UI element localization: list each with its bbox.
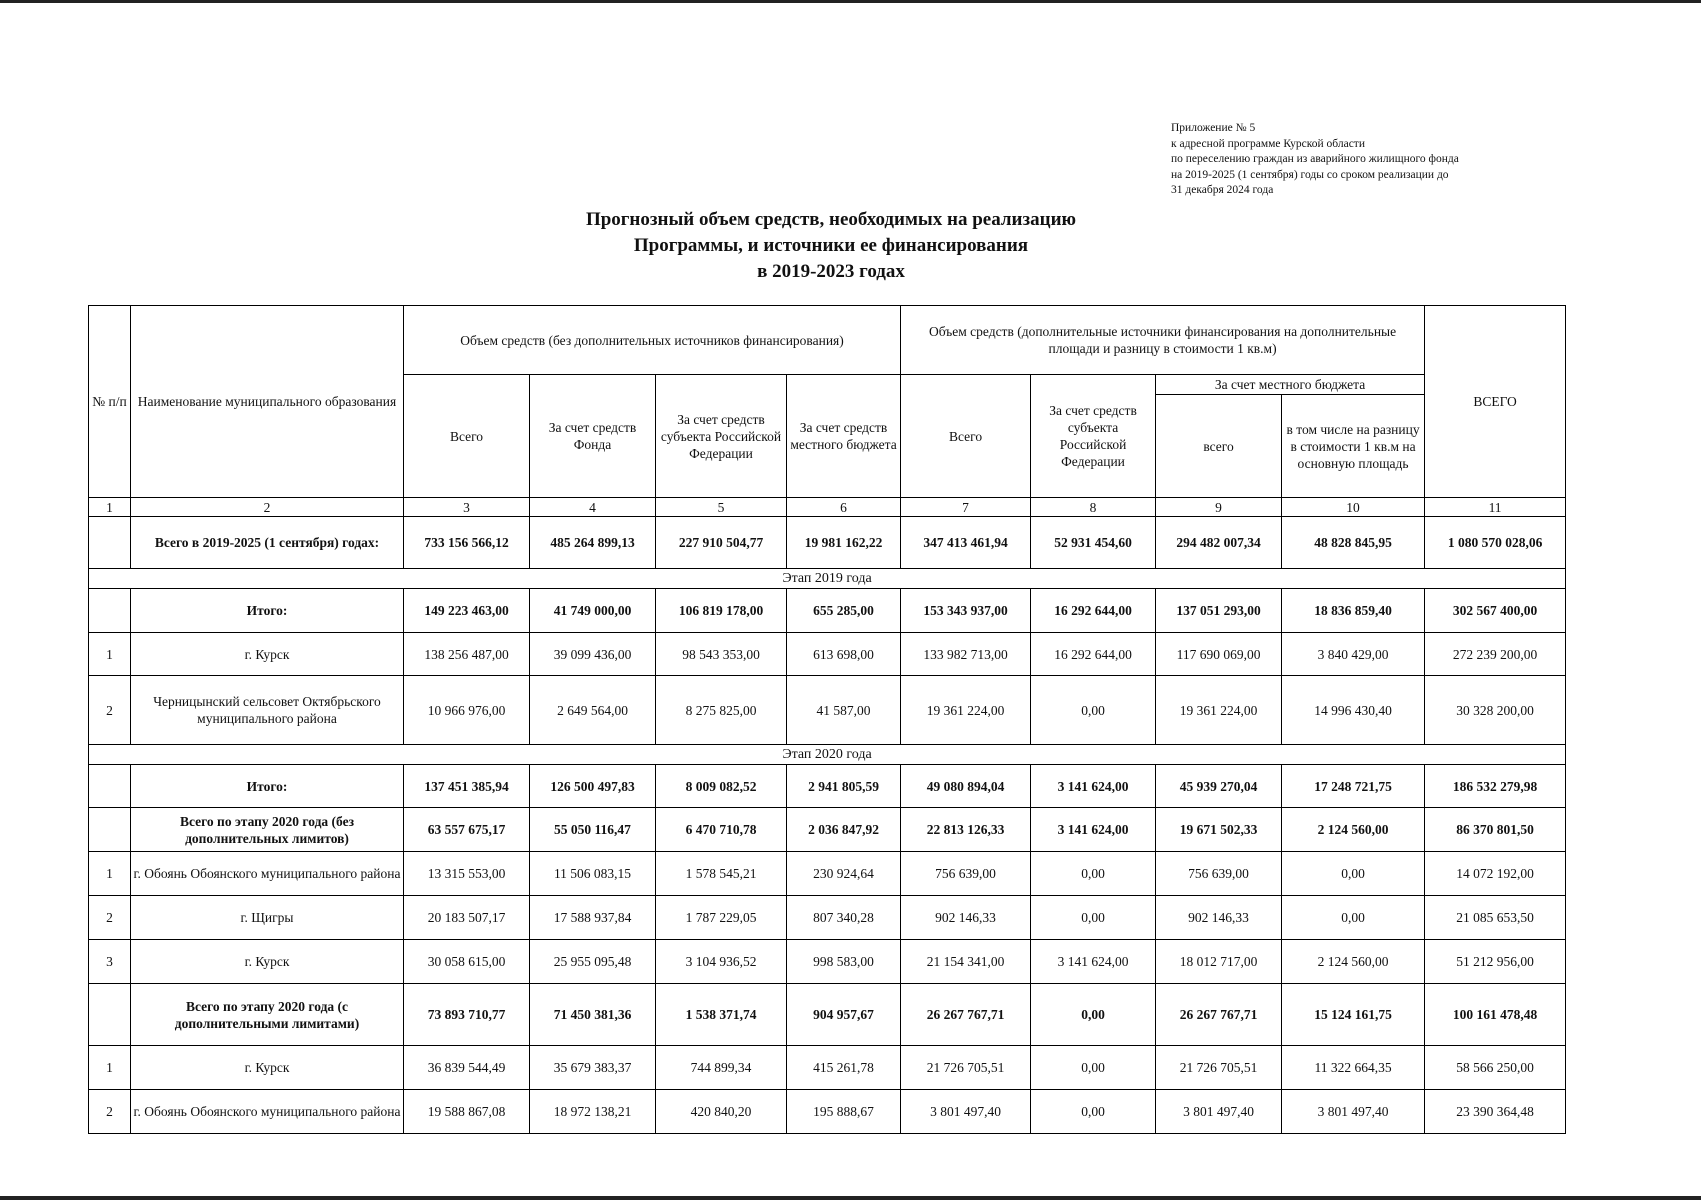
value-cell: 0,00 (1031, 852, 1156, 896)
stage-2019-row (89, 569, 1566, 589)
value-cell: 302 567 400,00 (1425, 589, 1566, 633)
value-cell: 0,00 (1031, 1090, 1156, 1134)
row-label: Всего по этапу 2020 года (без дополнительных лимитов) (131, 808, 404, 852)
value-cell: 998 583,00 (787, 940, 901, 984)
value-cell: 117 690 069,00 (1156, 633, 1282, 676)
value-cell: 0,00 (1282, 852, 1425, 896)
value-cell: 2 649 564,00 (530, 676, 656, 745)
value-cell: 71 450 381,36 (530, 984, 656, 1046)
value-cell: 35 679 383,37 (530, 1046, 656, 1090)
value-cell: 11 506 083,15 (530, 852, 656, 896)
value-cell: 186 532 279,98 (1425, 765, 1566, 808)
table-row (89, 633, 1566, 676)
title-line: в 2019-2023 годах (757, 261, 905, 282)
value-cell: 17 588 937,84 (530, 896, 656, 940)
stage-2019-total-row (89, 589, 1566, 633)
value-cell: 137 051 293,00 (1156, 589, 1282, 633)
value-cell: 63 557 675,17 (404, 808, 530, 852)
value-cell: 30 328 200,00 (1425, 676, 1566, 745)
appendix-line: по переселению граждан из аварийного жилищного фонда (1171, 153, 1459, 166)
row-label: г. Щигры (131, 896, 404, 940)
value-cell: 0,00 (1031, 984, 1156, 1046)
value-cell: 0,00 (1031, 1046, 1156, 1090)
column-number: 9 (1156, 498, 1282, 517)
value-cell: 3 141 624,00 (1031, 808, 1156, 852)
value-cell: 3 840 429,00 (1282, 633, 1425, 676)
value-cell: 14 072 192,00 (1425, 852, 1566, 896)
table-row (89, 940, 1566, 984)
row-label: Всего в 2019-2025 (1 сентября) годах: (131, 517, 404, 569)
value-cell: 21 726 705,51 (1156, 1046, 1282, 1090)
value-cell: 153 343 937,00 (901, 589, 1031, 633)
value-cell: 58 566 250,00 (1425, 1046, 1566, 1090)
financing-table (88, 305, 1566, 1134)
value-cell: 45 939 270,04 (1156, 765, 1282, 808)
document-title (400, 207, 1262, 285)
header-total: ВСЕГО (1425, 306, 1566, 498)
appendix-line: к адресной программе Курской области (1171, 137, 1365, 150)
value-cell: 8 009 082,52 (656, 765, 787, 808)
value-cell: 18 972 138,21 (530, 1090, 656, 1134)
value-cell: 6 470 710,78 (656, 808, 787, 852)
appendix-note (1171, 121, 1459, 199)
stage-2020-row (89, 745, 1566, 765)
value-cell: 756 639,00 (901, 852, 1031, 896)
value-cell: 19 361 224,00 (901, 676, 1031, 745)
column-number: 7 (901, 498, 1031, 517)
row-num: 1 (89, 852, 131, 896)
row-num (89, 765, 131, 808)
value-cell: 17 248 721,75 (1282, 765, 1425, 808)
row-num (89, 517, 131, 569)
value-cell: 904 957,67 (787, 984, 901, 1046)
column-number: 2 (131, 498, 404, 517)
column-number: 6 (787, 498, 901, 517)
value-cell: 19 981 162,22 (787, 517, 901, 569)
value-cell: 3 801 497,40 (901, 1090, 1031, 1134)
row-num: 2 (89, 676, 131, 745)
appendix-line: 31 декабря 2024 года (1171, 184, 1274, 197)
value-cell: 420 840,20 (656, 1090, 787, 1134)
header-col-7: Всего (901, 375, 1031, 498)
row-num (89, 808, 131, 852)
value-cell: 21 154 341,00 (901, 940, 1031, 984)
value-cell: 3 801 497,40 (1156, 1090, 1282, 1134)
value-cell: 294 482 007,34 (1156, 517, 1282, 569)
value-cell: 137 451 385,94 (404, 765, 530, 808)
value-cell: 14 996 430,40 (1282, 676, 1425, 745)
row-label: г. Курск (131, 1046, 404, 1090)
row-label: Итого: (131, 765, 404, 808)
row-label: Итого: (131, 589, 404, 633)
column-number: 8 (1031, 498, 1156, 517)
value-cell: 2 036 847,92 (787, 808, 901, 852)
column-numbers-row (89, 498, 1566, 517)
value-cell: 30 058 615,00 (404, 940, 530, 984)
grand-total-row (89, 517, 1566, 569)
value-cell: 13 315 553,00 (404, 852, 530, 896)
table-row (89, 896, 1566, 940)
column-number: 1 (89, 498, 131, 517)
value-cell: 347 413 461,94 (901, 517, 1031, 569)
value-cell: 52 931 454,60 (1031, 517, 1156, 569)
value-cell: 485 264 899,13 (530, 517, 656, 569)
value-cell: 2 941 805,59 (787, 765, 901, 808)
row-num: 1 (89, 633, 131, 676)
row-label: г. Обоянь Обоянского муниципального района (131, 1090, 404, 1134)
header-col-3: Всего (404, 375, 530, 498)
value-cell: 49 080 894,04 (901, 765, 1031, 808)
value-cell: 0,00 (1031, 896, 1156, 940)
appendix-line: на 2019-2025 (1 сентября) годы со сроком реализации до (1171, 168, 1449, 181)
value-cell: 133 982 713,00 (901, 633, 1031, 676)
value-cell: 0,00 (1031, 676, 1156, 745)
value-cell: 25 955 095,48 (530, 940, 656, 984)
column-number: 4 (530, 498, 656, 517)
value-cell: 1 080 570 028,06 (1425, 517, 1566, 569)
header-num: № п/п (89, 306, 131, 498)
value-cell: 41 749 000,00 (530, 589, 656, 633)
value-cell: 26 267 767,71 (1156, 984, 1282, 1046)
value-cell: 3 141 624,00 (1031, 765, 1156, 808)
value-cell: 655 285,00 (787, 589, 901, 633)
row-label: г. Курск (131, 633, 404, 676)
value-cell: 744 899,34 (656, 1046, 787, 1090)
value-cell: 39 099 436,00 (530, 633, 656, 676)
value-cell: 20 183 507,17 (404, 896, 530, 940)
value-cell: 2 124 560,00 (1282, 808, 1425, 852)
row-num (89, 984, 131, 1046)
value-cell: 2 124 560,00 (1282, 940, 1425, 984)
value-cell: 73 893 710,77 (404, 984, 530, 1046)
value-cell: 55 050 116,47 (530, 808, 656, 852)
row-num: 1 (89, 1046, 131, 1090)
value-cell: 3 801 497,40 (1282, 1090, 1425, 1134)
appendix-line: Приложение № 5 (1171, 122, 1256, 134)
value-cell: 48 828 845,95 (1282, 517, 1425, 569)
value-cell: 3 141 624,00 (1031, 940, 1156, 984)
row-label: Черницынский сельсовет Октябрьского муниципального района (131, 676, 404, 745)
value-cell: 807 340,28 (787, 896, 901, 940)
value-cell: 272 239 200,00 (1425, 633, 1566, 676)
row-num (89, 589, 131, 633)
value-cell: 86 370 801,50 (1425, 808, 1566, 852)
header-name: Наименование муниципального образования (131, 306, 404, 498)
header-group-basic: Объем средств (без дополнительных источников финансирования) (404, 306, 901, 375)
value-cell: 8 275 825,00 (656, 676, 787, 745)
header-col-5: За счет средств субъекта Российской Федерации (656, 375, 787, 498)
value-cell: 18 836 859,40 (1282, 589, 1425, 633)
value-cell: 10 966 976,00 (404, 676, 530, 745)
value-cell: 21 085 653,50 (1425, 896, 1566, 940)
value-cell: 195 888,67 (787, 1090, 901, 1134)
value-cell: 149 223 463,00 (404, 589, 530, 633)
header-group-additional: Объем средств (дополнительные источники финансирования на дополнительные площади и разницу в стоимости 1 кв.м) (901, 306, 1425, 375)
value-cell: 19 588 867,08 (404, 1090, 530, 1134)
title-line: Программы, и источники ее финансирования (633, 235, 1029, 256)
row-label: Всего по этапу 2020 года (с дополнительными лимитами) (131, 984, 404, 1046)
value-cell: 36 839 544,49 (404, 1046, 530, 1090)
stage-label: Этап 2020 года (89, 745, 1566, 765)
scan-edge-top (0, 0, 1701, 3)
header-row-1 (89, 306, 1566, 375)
value-cell: 1 787 229,05 (656, 896, 787, 940)
column-number: 10 (1282, 498, 1425, 517)
value-cell: 1 538 371,74 (656, 984, 787, 1046)
value-cell: 23 390 364,48 (1425, 1090, 1566, 1134)
title-line: Прогнозный объем средств, необходимых на реализацию (585, 209, 1077, 230)
value-cell: 16 292 644,00 (1031, 633, 1156, 676)
subtotal-with-limits-row (89, 984, 1566, 1046)
value-cell: 11 322 664,35 (1282, 1046, 1425, 1090)
header-local-budget: За счет местного бюджета (1156, 375, 1425, 395)
value-cell: 26 267 767,71 (901, 984, 1031, 1046)
header-col-4: За счет средств Фонда (530, 375, 656, 498)
value-cell: 18 012 717,00 (1156, 940, 1282, 984)
scan-edge-bottom (0, 1196, 1701, 1200)
subtotal-without-limits-row (89, 808, 1566, 852)
value-cell: 0,00 (1282, 896, 1425, 940)
value-cell: 733 156 566,12 (404, 517, 530, 569)
value-cell: 227 910 504,77 (656, 517, 787, 569)
table-row (89, 1090, 1566, 1134)
value-cell: 22 813 126,33 (901, 808, 1031, 852)
column-number: 11 (1425, 498, 1566, 517)
table-row (89, 852, 1566, 896)
value-cell: 21 726 705,51 (901, 1046, 1031, 1090)
row-num: 2 (89, 1090, 131, 1134)
value-cell: 613 698,00 (787, 633, 901, 676)
value-cell: 19 671 502,33 (1156, 808, 1282, 852)
header-col-6: За счет средств местного бюджета (787, 375, 901, 498)
header-col-9: всего (1156, 395, 1282, 498)
value-cell: 902 146,33 (901, 896, 1031, 940)
stage-2020-total-row (89, 765, 1566, 808)
value-cell: 415 261,78 (787, 1046, 901, 1090)
column-number: 3 (404, 498, 530, 517)
column-number: 5 (656, 498, 787, 517)
stage-label: Этап 2019 года (89, 569, 1566, 589)
value-cell: 98 543 353,00 (656, 633, 787, 676)
value-cell: 126 500 497,83 (530, 765, 656, 808)
value-cell: 41 587,00 (787, 676, 901, 745)
row-num: 3 (89, 940, 131, 984)
value-cell: 230 924,64 (787, 852, 901, 896)
header-col-8: За счет средств субъекта Российской Федерации (1031, 375, 1156, 498)
value-cell: 106 819 178,00 (656, 589, 787, 633)
table-row (89, 676, 1566, 745)
value-cell: 756 639,00 (1156, 852, 1282, 896)
value-cell: 51 212 956,00 (1425, 940, 1566, 984)
value-cell: 15 124 161,75 (1282, 984, 1425, 1046)
value-cell: 902 146,33 (1156, 896, 1282, 940)
row-label: г. Курск (131, 940, 404, 984)
value-cell: 1 578 545,21 (656, 852, 787, 896)
row-label: г. Обоянь Обоянского муниципального района (131, 852, 404, 896)
value-cell: 16 292 644,00 (1031, 589, 1156, 633)
table-row (89, 1046, 1566, 1090)
row-num: 2 (89, 896, 131, 940)
header-col-10: в том числе на разницу в стоимости 1 кв.м на основную площадь (1282, 395, 1425, 498)
value-cell: 138 256 487,00 (404, 633, 530, 676)
value-cell: 100 161 478,48 (1425, 984, 1566, 1046)
value-cell: 3 104 936,52 (656, 940, 787, 984)
value-cell: 19 361 224,00 (1156, 676, 1282, 745)
